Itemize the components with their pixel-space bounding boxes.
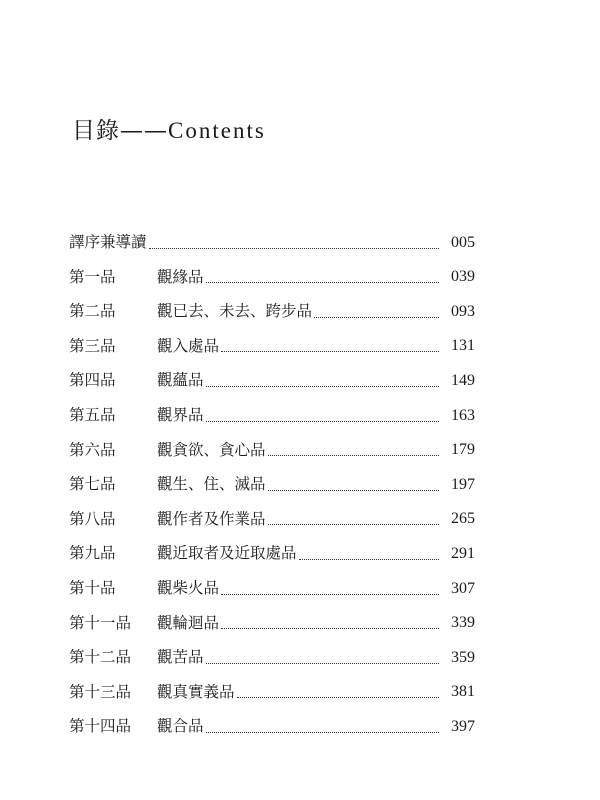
dot-leader bbox=[314, 317, 439, 318]
dot-leader bbox=[268, 490, 439, 491]
toc-entry-chapter: 第七品 bbox=[69, 475, 116, 494]
toc-entry-chapter: 第五品 bbox=[69, 406, 116, 425]
toc-entry-page: 039 bbox=[451, 268, 475, 286]
toc-entry-page: 005 bbox=[451, 233, 475, 251]
toc-entry[interactable] bbox=[69, 499, 475, 534]
toc-entry-page: 131 bbox=[451, 337, 475, 355]
toc-entry[interactable] bbox=[69, 257, 475, 292]
title-cjk: 目錄—— bbox=[72, 118, 168, 144]
dot-leader bbox=[221, 351, 439, 352]
toc-entry[interactable] bbox=[69, 672, 475, 707]
dot-leader bbox=[206, 282, 439, 283]
toc-entry-page: 381 bbox=[451, 683, 475, 701]
toc-entry-name: 觀近取者及近取處品 bbox=[157, 544, 297, 563]
toc-entry-page: 149 bbox=[451, 371, 475, 389]
title-latin: Contents bbox=[168, 118, 266, 143]
toc-entry[interactable] bbox=[69, 326, 475, 361]
dot-leader bbox=[221, 594, 439, 595]
toc-entry-chapter: 第二品 bbox=[69, 302, 116, 321]
toc-entry-page: 397 bbox=[451, 717, 475, 735]
toc-entry-chapter: 第十二品 bbox=[69, 648, 132, 667]
toc-entry-chapter: 第十四品 bbox=[69, 717, 132, 736]
toc-entry-page: 265 bbox=[451, 510, 475, 528]
dot-leader bbox=[221, 628, 439, 629]
toc-entry[interactable] bbox=[69, 706, 475, 741]
toc-entry-intro[interactable] bbox=[69, 222, 475, 257]
dot-leader bbox=[206, 663, 439, 664]
toc-entry[interactable] bbox=[69, 291, 475, 326]
dot-leader bbox=[206, 421, 439, 422]
toc-entry-chapter: 第八品 bbox=[69, 509, 116, 528]
dot-leader bbox=[268, 524, 439, 525]
toc-entry-chapter: 第四品 bbox=[69, 371, 116, 390]
toc-entry-name: 觀蘊品 bbox=[157, 371, 204, 390]
toc-entry-chapter: 第十品 bbox=[69, 579, 116, 598]
toc-entry-page: 291 bbox=[451, 544, 475, 562]
toc-entry-page: 197 bbox=[451, 475, 475, 493]
page-title bbox=[72, 112, 266, 145]
toc-entry-page: 359 bbox=[451, 648, 475, 666]
toc-entry-page: 339 bbox=[451, 614, 475, 632]
toc-entry-page: 307 bbox=[451, 579, 475, 597]
toc-entry-chapter: 第十一品 bbox=[69, 613, 132, 632]
dot-leader bbox=[237, 697, 439, 698]
toc-entry-chapter: 第三品 bbox=[69, 336, 116, 355]
toc-entry-name: 觀苦品 bbox=[157, 648, 204, 667]
toc-entry-name: 觀真實義品 bbox=[157, 682, 235, 701]
toc-entry[interactable] bbox=[69, 360, 475, 395]
toc-entry[interactable] bbox=[69, 430, 475, 465]
toc-entry[interactable] bbox=[69, 568, 475, 603]
toc-entry-page: 093 bbox=[451, 302, 475, 320]
toc-entry-chapter: 第一品 bbox=[69, 267, 116, 286]
toc-entry-chapter: 第十三品 bbox=[69, 682, 132, 701]
dot-leader bbox=[206, 732, 439, 733]
toc-entry[interactable] bbox=[69, 637, 475, 672]
toc-entry-chapter: 第九品 bbox=[69, 544, 116, 563]
toc-entry-name: 觀生、住、滅品 bbox=[157, 475, 266, 494]
toc-entry-name: 觀入處品 bbox=[157, 336, 220, 355]
toc-entry-page: 179 bbox=[451, 441, 475, 459]
dot-leader bbox=[206, 386, 439, 387]
toc-entry-name: 譯序兼導讀 bbox=[69, 233, 147, 252]
toc-entry[interactable] bbox=[69, 395, 475, 430]
toc-entry[interactable] bbox=[69, 603, 475, 638]
toc-entry-name: 觀柴火品 bbox=[157, 579, 220, 598]
toc-entry-name: 觀作者及作業品 bbox=[157, 509, 266, 528]
toc-entry-page: 163 bbox=[451, 406, 475, 424]
dot-leader bbox=[299, 559, 439, 560]
toc-entry-name: 觀輪迴品 bbox=[157, 613, 220, 632]
table-of-contents bbox=[69, 222, 475, 741]
toc-entry[interactable] bbox=[69, 533, 475, 568]
toc-entry-name: 觀界品 bbox=[157, 406, 204, 425]
toc-entry[interactable] bbox=[69, 464, 475, 499]
dot-leader bbox=[268, 455, 439, 456]
dot-leader bbox=[149, 248, 439, 249]
toc-entry-name: 觀貪欲、貪心品 bbox=[157, 440, 266, 459]
toc-entry-name: 觀緣品 bbox=[157, 267, 204, 286]
toc-entry-chapter: 第六品 bbox=[69, 440, 116, 459]
toc-entry-name: 觀合品 bbox=[157, 717, 204, 736]
toc-entry-name: 觀已去、未去、跨步品 bbox=[157, 302, 313, 321]
